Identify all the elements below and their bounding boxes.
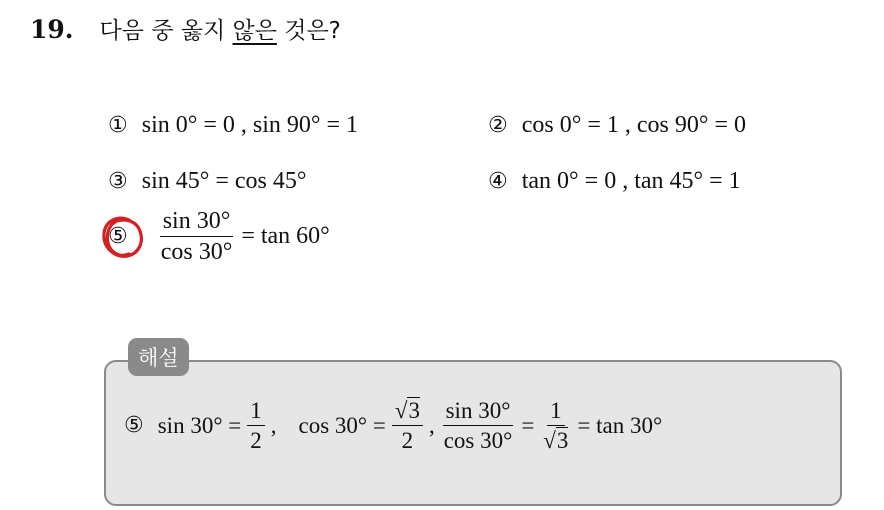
- solution-comma: ,: [428, 412, 435, 438]
- choice-label: ①: [108, 113, 128, 138]
- solution-line: [124, 398, 662, 454]
- choice-5-fraction: [158, 208, 236, 266]
- solution-tan-fraction: [441, 398, 516, 454]
- choice-label: ②: [488, 113, 508, 138]
- solution-cos-fraction: [392, 398, 423, 454]
- fraction-denominator: 2: [250, 428, 262, 454]
- choice-label: ⑤: [108, 224, 128, 250]
- fraction-numerator: 1: [247, 398, 265, 426]
- choice-5[interactable]: [108, 208, 330, 266]
- solution-cos-lhs: cos 30° =: [298, 412, 386, 438]
- fraction-numerator: sin 30°: [160, 208, 234, 237]
- question-text-before: 다음 중 옳지: [99, 18, 233, 44]
- sqrt-radicand: 3: [556, 428, 569, 454]
- choice-5-rhs: = tan 60°: [241, 223, 330, 250]
- choice-label: ④: [488, 169, 508, 194]
- solution-sin-fraction: [247, 398, 265, 454]
- fraction-numerator: √3: [392, 398, 423, 426]
- solution-reciprocal-fraction: [540, 398, 571, 454]
- solution-comma: ,: [270, 412, 277, 438]
- fraction-denominator: 2: [401, 428, 414, 454]
- solution-equals: =: [521, 412, 535, 438]
- choice-4[interactable]: [488, 168, 741, 195]
- question-text-after: 것은?: [276, 18, 341, 44]
- solution-result: = tan 30°: [577, 412, 663, 438]
- choice-expression: sin 0° = 0 , sin 90° = 1: [141, 112, 359, 138]
- fraction-denominator: cos 30°: [160, 239, 233, 266]
- fraction-denominator: √3: [543, 428, 569, 454]
- fraction-numerator: sin 30°: [443, 398, 514, 426]
- question-text: [99, 18, 340, 44]
- solution-tab: 해설: [128, 338, 189, 376]
- choice-expression: sin 45° = cos 45°: [141, 168, 307, 194]
- choice-2[interactable]: [488, 112, 746, 139]
- fraction-numerator: 1: [547, 398, 565, 426]
- choice-expression: tan 0° = 0 , tan 45° = 1: [521, 168, 741, 194]
- choice-expression: cos 0° = 1 , cos 90° = 0: [521, 112, 746, 138]
- selected-choice-mark: [108, 224, 142, 249]
- question-number: 19.: [30, 15, 74, 44]
- solution-sin-lhs: sin 30° =: [157, 412, 242, 438]
- choice-3[interactable]: [108, 168, 306, 195]
- choice-1[interactable]: [108, 112, 358, 139]
- sqrt-radicand: 3: [408, 398, 420, 423]
- question-header: [30, 12, 341, 45]
- solution-label: ⑤: [124, 413, 144, 439]
- question-text-underlined: 않은: [232, 18, 277, 44]
- fraction-denominator: cos 30°: [443, 428, 513, 454]
- choice-label: ③: [108, 169, 128, 194]
